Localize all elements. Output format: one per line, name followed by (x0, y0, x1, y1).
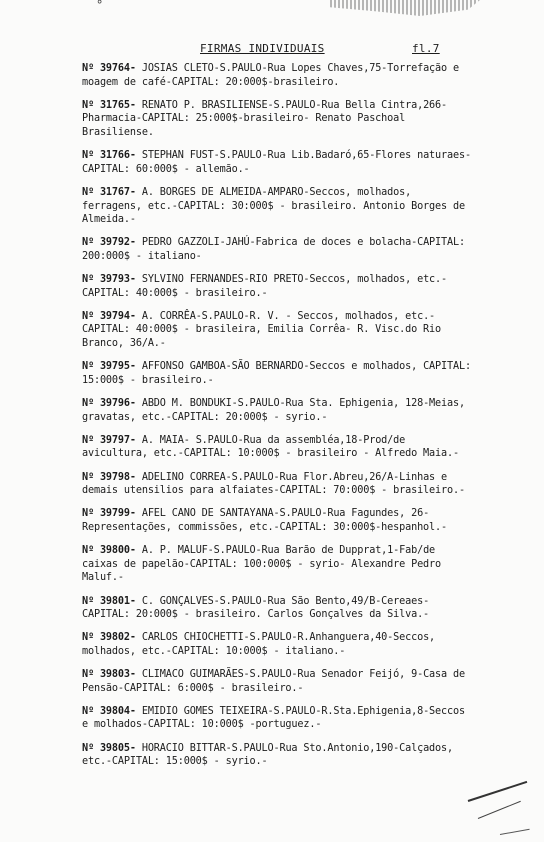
list-item (82, 705, 474, 732)
entry-number: Nº 39792- (82, 237, 136, 249)
entry-number: Nº 39793- (82, 274, 136, 286)
entry-text: A. BORGES DE ALMEIDA-AMPARO-Seccos, molhados, ferragens, etc.-CAPITAL: 30:000$ - brasileiro. Antonio Borges de Almeida.- (82, 186, 465, 226)
pen-stroke (500, 829, 530, 835)
list-item (82, 434, 474, 461)
entry-number: Nº 39794- (82, 310, 136, 322)
list-item (82, 149, 474, 176)
list-item (82, 186, 474, 227)
entry-text: CARLOS CHIOCHETTI-S.PAULO-R.Anhanguera,40-Seccos, molhados, etc.-CAPITAL: 10:000$ - italiano.- (82, 632, 436, 657)
list-item (82, 471, 474, 498)
entry-number: Nº 39798- (82, 471, 136, 483)
entry-text: SYLVINO FERNANDES-RIO PRETO-Seccos, molhados, etc.-CAPITAL: 40:000$ - brasileiro.- (82, 274, 447, 299)
entry-number: Nº 39799- (82, 508, 136, 520)
list-item (82, 99, 474, 140)
list-item (82, 544, 474, 585)
entry-text: ABDO M. BONDUKI-S.PAULO-Rua Sta. Ephigenia, 128-Meias, gravatas, etc.-CAPITAL: 20:000$ - syrio.- (82, 398, 465, 423)
entry-number: Nº 39802- (82, 632, 136, 644)
page-number: fl.7 (412, 42, 440, 55)
list-item (82, 397, 474, 424)
entry-number: Nº 31765- (82, 99, 136, 111)
entry-text: CLIMACO GUIMARÃES-S.PAULO-Rua Senador Feijó, 9-Casa de Pensão-CAPITAL: 6:000$ - brasileiro.- (82, 669, 465, 694)
list-item (82, 273, 474, 300)
list-item (82, 668, 474, 695)
entry-text: A. MAIA- S.PAULO-Rua da assembléa,18-Prod/de avicultura, etc.-CAPITAL: 10:000$ - brasileiro - Alfredo Maia.- (82, 434, 459, 460)
list-item (82, 62, 474, 89)
list-item (82, 360, 474, 387)
entry-number: Nº 39800- (82, 545, 136, 557)
pen-stroke (478, 801, 521, 819)
entry-number: Nº 39764- (82, 63, 136, 74)
entry-text: JOSIAS CLETO-S.PAULO-Rua Lopes Chaves,75-Torrefação e moagem de café-CAPITAL: 20:000$-brasileiro. (82, 63, 459, 88)
entry-text: A. P. MALUF-S.PAULO-Rua Barão de Dupprat,1-Fab/de caixas de papelão-CAPITAL: 100:000$ - syrio- Alexandre Pedro Maluf.- (82, 545, 442, 584)
entry-number: Nº 39796- (82, 398, 136, 410)
ink-smudge (330, 0, 480, 16)
entry-number: Nº 31766- (82, 150, 136, 162)
corner-mark: ° (96, 0, 104, 12)
entry-text: RENATO P. BRASILIENSE-S.PAULO-Rua Bella Cintra,266-Pharmacia-CAPITAL: 25:000$-brasileiro- Renato Paschoal Brasiliense. (82, 99, 447, 138)
list-item (82, 595, 474, 622)
list-item (82, 236, 474, 263)
entry-text: A. CORRÊA-S.PAULO-R. V. - Seccos, molhados, etc.-CAPITAL: 40:000$ - brasileira, Emilia Corrêa- R. Visc.do Rio Branco, 36/A.- (82, 310, 442, 350)
list-item (82, 742, 474, 769)
entry-text: AFFONSO GAMBOA-SÃO BERNARDO-Seccos e molhados, CAPITAL: 15:000$ - brasileiro.- (82, 361, 471, 386)
entry-number: Nº 39803- (82, 669, 136, 681)
entry-text: ADELINO CORREA-S.PAULO-Rua Flor.Abreu,26/A-Linhas e demais utensilios para alfaiates-CAPITAL: 70:000$ - brasileiro.- (82, 471, 465, 497)
entry-number: Nº 39797- (82, 434, 136, 446)
list-item (82, 310, 474, 351)
entry-number: Nº 39805- (82, 742, 136, 754)
entry-number: Nº 39801- (82, 595, 136, 607)
entry-list (82, 62, 474, 778)
entry-text: EMIDIO GOMES TEIXEIRA-S.PAULO-R.Sta.Ephigenia,8-Seccos e molhados-CAPITAL: 10:000$ -portuguez.- (82, 705, 465, 731)
entry-text: HORACIO BITTAR-S.PAULO-Rua Sto.Antonio,190-Calçados, etc.-CAPITAL: 15:000$ - syrio.- (82, 742, 453, 768)
entry-text: PEDRO GAZZOLI-JAHÚ-Fabrica de doces e bolacha-CAPITAL: 200:000$ - italiano- (82, 237, 465, 262)
page-title: FIRMAS INDIVIDUAIS (200, 42, 325, 55)
entry-text: AFEL CANO DE SANTAYANA-S.PAULO-Rua Fagundes, 26-Representações, commissões, etc.-CAPITAL: 30:000$-hespanhol.- (82, 508, 447, 533)
pen-stroke (468, 781, 528, 802)
entry-text: STEPHAN FUST-S.PAULO-Rua Lib.Badaró,65-Flores naturaes-CAPITAL: 60:000$ - allemão.- (82, 150, 471, 175)
page-header (200, 42, 500, 56)
entry-number: Nº 39795- (82, 361, 136, 373)
entry-number: Nº 31767- (82, 186, 136, 198)
list-item (82, 631, 474, 658)
entry-text: C. GONÇALVES-S.PAULO-Rua São Bento,49/B-Cereaes-CAPITAL: 20:000$ - brasileiro. Carlos Gonçalves da Silva.- (82, 595, 430, 621)
entry-number: Nº 39804- (82, 705, 136, 717)
list-item (82, 507, 474, 534)
